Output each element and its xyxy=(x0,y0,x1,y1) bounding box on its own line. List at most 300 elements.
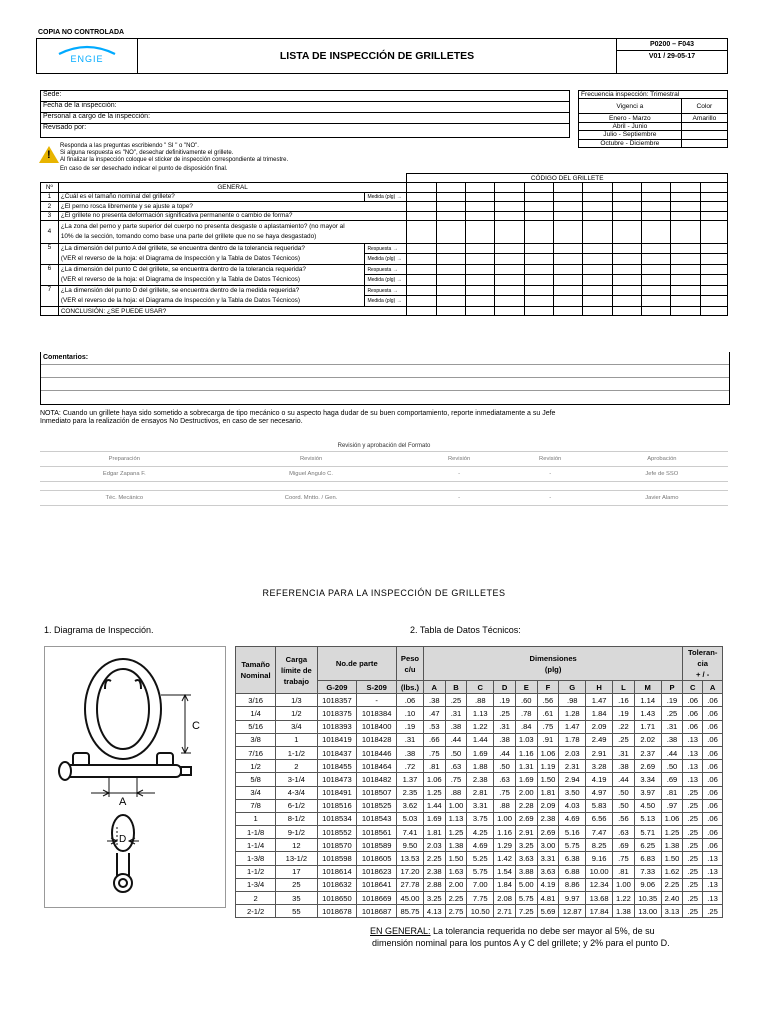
warning-icon: ! xyxy=(39,146,59,163)
table-cell: 1018589 xyxy=(357,839,397,852)
conclusion-label: CONCLUSIÓN: ¿SE PUEDE USAR? xyxy=(58,306,407,315)
table-cell: 1.00 xyxy=(613,878,635,891)
table-cell: 3.88 xyxy=(515,865,537,878)
table-cell: 2.31 xyxy=(559,760,586,773)
form-header xyxy=(36,38,728,74)
table-cell: 1/4 xyxy=(236,707,276,720)
table-cell: 5.71 xyxy=(634,826,661,839)
table-cell: 5.75 xyxy=(515,892,537,905)
table-cell: 1.19 xyxy=(537,760,559,773)
table-cell: 2 xyxy=(236,892,276,905)
table-row xyxy=(236,812,723,825)
table-cell: 1018605 xyxy=(357,852,397,865)
table-cell: 3.75 xyxy=(467,812,494,825)
table-cell: 3.25 xyxy=(423,892,445,905)
measure-label: Medida (plg) → xyxy=(365,192,407,201)
table-cell: 1.06 xyxy=(537,746,559,759)
table-cell: 1018669 xyxy=(357,892,397,905)
uncontrolled-copy-label: COPIA NO CONTROLADA xyxy=(38,29,125,36)
table-cell: .25 xyxy=(683,865,703,878)
table-cell: .25 xyxy=(683,826,703,839)
table-cell: .06 xyxy=(703,694,723,707)
table-cell: 1018534 xyxy=(317,812,357,825)
table-cell: 8-1/2 xyxy=(276,812,317,825)
instruction-1: Responda a las preguntas escribiendo " SI " o "NO". xyxy=(60,143,199,149)
table-cell: 55 xyxy=(276,905,317,918)
table-cell: 1018687 xyxy=(357,905,397,918)
table-cell: 2.09 xyxy=(537,799,559,812)
validity-header: Vigenci a xyxy=(579,99,682,114)
diagram-title: 1. Diagrama de Inspección. xyxy=(44,625,154,635)
table-cell: 1.62 xyxy=(661,865,683,878)
table-cell: 1.47 xyxy=(559,720,586,733)
instruction-4: En caso de ser desechado indicar el punto de disposición final. xyxy=(60,165,228,172)
table-cell: 5.13 xyxy=(634,812,661,825)
table-cell: .13 xyxy=(683,760,703,773)
table-cell: 1018525 xyxy=(357,799,397,812)
table-cell: .75 xyxy=(445,773,467,786)
table-cell: .06 xyxy=(703,799,723,812)
table-cell: 12 xyxy=(276,839,317,852)
table-cell: 1-1/2 xyxy=(236,865,276,878)
table-cell: 1.69 xyxy=(423,812,445,825)
table-cell: 1018400 xyxy=(357,720,397,733)
table-cell: 7.25 xyxy=(515,905,537,918)
table-cell: 1.63 xyxy=(445,865,467,878)
table-cell: 1.50 xyxy=(537,773,559,786)
table-cell: .50 xyxy=(445,746,467,759)
table-cell: 1.81 xyxy=(423,826,445,839)
table-cell: 1018473 xyxy=(317,773,357,786)
reference-title: REFERENCIA PARA LA INSPECCIÓN DE GRILLETES xyxy=(262,588,506,598)
table-cell: .25 xyxy=(703,905,723,918)
table-cell: 4.19 xyxy=(537,878,559,891)
table-cell: 1.25 xyxy=(423,786,445,799)
table-row xyxy=(236,773,723,786)
table-cell: 9.16 xyxy=(586,852,613,865)
num-header: Nº xyxy=(41,183,59,192)
table-cell: 3.97 xyxy=(634,786,661,799)
table-cell: 2.49 xyxy=(586,733,613,746)
table-cell: 1.37 xyxy=(397,773,424,786)
footnote: EN GENERAL: La tolerancia requerida no debe ser mayor al 5%, de su dimensión nominal para los puntos A y C del grillete; y 2% para el punto D. xyxy=(370,926,670,948)
table-cell: 1-1/2 xyxy=(276,746,317,759)
table-cell: 3.50 xyxy=(559,786,586,799)
table-cell: 1.71 xyxy=(634,720,661,733)
table-cell: .31 xyxy=(613,746,635,759)
table-cell: 1018464 xyxy=(357,760,397,773)
table-cell: .25 xyxy=(683,905,703,918)
inspection-date-field[interactable]: Fecha de la inspección: xyxy=(41,102,569,113)
table-cell: .06 xyxy=(703,826,723,839)
table-cell: 3.34 xyxy=(634,773,661,786)
table-cell: 1018491 xyxy=(317,786,357,799)
table-row xyxy=(236,865,723,878)
comments-label: Comentarios: xyxy=(41,352,729,365)
table-cell: .78 xyxy=(515,707,537,720)
question-1: ¿Cuál es el tamaño nominal del grillete? xyxy=(58,192,365,201)
note: NOTA: Cuando un grillete haya sido sometido a sobrecarga de tipo mecánico o su aspecto haga dudar de su buen comportamiento, reporte inmediatamente a su Jefe Inmediato para la realización de ensayos No Destructivos, en caso de ser necesario. xyxy=(40,410,556,426)
table-cell: .13 xyxy=(683,746,703,759)
table-cell: .13 xyxy=(703,865,723,878)
table-cell: 2.69 xyxy=(515,812,537,825)
table-cell: 13-1/2 xyxy=(276,852,317,865)
table-cell: 2.38 xyxy=(423,865,445,878)
table-cell: 3/8 xyxy=(236,733,276,746)
table-cell: 1.84 xyxy=(494,878,516,891)
personnel-field[interactable]: Personal a cargo de la inspección: xyxy=(41,113,569,124)
table-cell: 2.38 xyxy=(537,812,559,825)
table-row xyxy=(236,892,723,905)
question-6: ¿La dimensión del punto C del grillete, se encuentra dentro de la tolerancia requerida? (VER el reverso de la hoja: el Diagrama de Inspección y la Tabla de Datos Técnicos) xyxy=(58,264,365,285)
table-cell: .25 xyxy=(445,694,467,707)
table-cell: 2.91 xyxy=(586,746,613,759)
table-cell: 1.13 xyxy=(467,707,494,720)
table-cell: .06 xyxy=(683,720,703,733)
table-cell: 1 xyxy=(236,812,276,825)
code-header: CÓDIGO DEL GRILLETE xyxy=(407,174,728,183)
load-header: Carga límite de trabajo xyxy=(276,647,317,694)
table-cell: 25 xyxy=(276,878,317,891)
table-cell: .25 xyxy=(683,812,703,825)
dimension-c-label: C xyxy=(192,720,200,732)
table-cell: .06 xyxy=(703,760,723,773)
table-cell: 3/4 xyxy=(276,720,317,733)
table-cell: 3.63 xyxy=(515,852,537,865)
frequency-title: Frecuencia inspección: Trimestral xyxy=(579,91,728,99)
table-cell: 1.03 xyxy=(515,733,537,746)
table-cell: .22 xyxy=(613,720,635,733)
table-row xyxy=(236,878,723,891)
question-row: 3 ¿El grillete no presenta deformación significativa permanente o cambio de forma? xyxy=(41,211,728,220)
instructions xyxy=(60,143,440,173)
table-cell: 6.56 xyxy=(586,812,613,825)
table-cell: 2.25 xyxy=(661,878,683,891)
question-5: ¿La dimensión del punto A del grillete, se encuentra dentro de la tolerancia requerida? (VER el reverso de la hoja: el Diagrama de Inspección y la Tabla de Datos Técnicos) xyxy=(58,243,365,264)
table-cell: 5.83 xyxy=(586,799,613,812)
table-cell: .98 xyxy=(559,694,586,707)
table-cell: 1018570 xyxy=(317,839,357,852)
table-cell: .25 xyxy=(683,839,703,852)
table-cell: .06 xyxy=(703,707,723,720)
table-cell: .88 xyxy=(445,786,467,799)
table-cell: .19 xyxy=(494,694,516,707)
table-cell: .13 xyxy=(683,773,703,786)
table-cell: .75 xyxy=(423,746,445,759)
table-cell: 9.06 xyxy=(634,878,661,891)
table-cell: 3-1/4 xyxy=(276,773,317,786)
table-cell: .25 xyxy=(683,878,703,891)
table-cell: 1.69 xyxy=(467,746,494,759)
table-cell: 2.69 xyxy=(537,826,559,839)
general-header: GENERAL xyxy=(58,183,407,192)
table-cell: .31 xyxy=(661,720,683,733)
dimension-a-label: A xyxy=(119,796,127,808)
frequency-table xyxy=(578,90,728,148)
table-cell: 2.00 xyxy=(445,878,467,891)
table-cell: 1.06 xyxy=(661,812,683,825)
period-4: Octubre - Diciembre xyxy=(579,139,682,147)
table-cell: 1018641 xyxy=(357,878,397,891)
table-cell: 5.16 xyxy=(559,826,586,839)
info-block xyxy=(40,90,570,138)
size-header: Tamaño Nominal xyxy=(236,647,276,694)
table-cell: 1018623 xyxy=(357,865,397,878)
table-cell: 6-1/2 xyxy=(276,799,317,812)
table-cell: 4.50 xyxy=(634,799,661,812)
table-cell: 1.78 xyxy=(559,733,586,746)
table-cell: .61 xyxy=(537,707,559,720)
table-cell: 2.81 xyxy=(467,786,494,799)
table-cell: 9.50 xyxy=(397,839,424,852)
table-cell: .81 xyxy=(661,786,683,799)
instruction-3: Al finalizar la inspección coloque el sticker de inspección correspondiente al trimestre. xyxy=(60,156,289,163)
table-cell: .72 xyxy=(397,760,424,773)
table-cell: 1.13 xyxy=(445,812,467,825)
table-cell: 45.00 xyxy=(397,892,424,905)
table-cell: 2.71 xyxy=(494,905,516,918)
table-cell: 5.03 xyxy=(397,812,424,825)
table-cell: 7.33 xyxy=(634,865,661,878)
table-cell: .25 xyxy=(683,786,703,799)
table-cell: 2.37 xyxy=(634,746,661,759)
table-row xyxy=(236,746,723,759)
table-cell: 1018598 xyxy=(317,852,357,865)
color-3 xyxy=(681,131,727,139)
table-cell: 3.63 xyxy=(537,865,559,878)
table-cell: .53 xyxy=(423,720,445,733)
table-cell: 1.42 xyxy=(494,852,516,865)
table-cell: 5/8 xyxy=(236,773,276,786)
form-title: LISTA DE INSPECCIÓN DE GRILLETES xyxy=(138,39,617,74)
table-cell: 5.75 xyxy=(467,865,494,878)
table-cell: .88 xyxy=(494,799,516,812)
table-cell: .13 xyxy=(703,852,723,865)
table-cell: .47 xyxy=(423,707,445,720)
table-cell: 1 xyxy=(276,733,317,746)
form-version: V01 / 29-05-17 xyxy=(648,53,696,60)
table-cell: 1.16 xyxy=(494,826,516,839)
period-2: Abril - Junio xyxy=(579,122,682,130)
part-header: No.de parte xyxy=(317,647,397,681)
table-cell: 3/4 xyxy=(236,786,276,799)
g209-header: G-209 xyxy=(317,681,357,694)
table-cell: 7.47 xyxy=(586,826,613,839)
table-cell: .38 xyxy=(661,733,683,746)
table-cell: .38 xyxy=(445,720,467,733)
table-cell: 4.69 xyxy=(467,839,494,852)
color-header: Color xyxy=(681,99,727,114)
table-cell: .63 xyxy=(445,760,467,773)
table-cell: 3.31 xyxy=(467,799,494,812)
table-cell: 2.02 xyxy=(634,733,661,746)
table-cell: .06 xyxy=(683,694,703,707)
question-2: ¿El perno rosca libremente y se ajuste a tope? xyxy=(58,202,407,211)
table-cell: .38 xyxy=(397,746,424,759)
table-cell: 2.25 xyxy=(445,892,467,905)
table-cell: .25 xyxy=(683,852,703,865)
table-cell: 12.34 xyxy=(586,878,613,891)
table-cell: .38 xyxy=(494,733,516,746)
color-2 xyxy=(681,122,727,130)
table-cell: 1.38 xyxy=(445,839,467,852)
table-cell: .06 xyxy=(703,746,723,759)
question-row: 4 ¿La zona del perno y parte superior del cuerpo no presenta desgaste o aplastamiento? (no mayor al 10% de la sección, tomando como base una parte del grillete que no se haya desgastado) xyxy=(41,220,728,243)
table-cell: 5.69 xyxy=(537,905,559,918)
weight-header: Peso c/u xyxy=(397,647,424,681)
table-cell: 17.20 xyxy=(397,865,424,878)
logo-cell xyxy=(37,39,138,74)
dimension-d-label: D xyxy=(119,834,127,845)
table-cell: 6.25 xyxy=(634,839,661,852)
table-cell: 1018561 xyxy=(357,826,397,839)
table-cell: 3.00 xyxy=(537,839,559,852)
table-cell: 1-3/8 xyxy=(236,852,276,865)
table-cell: .56 xyxy=(537,694,559,707)
table-cell: 17.84 xyxy=(586,905,613,918)
table-cell: 1.47 xyxy=(586,694,613,707)
table-cell: 1.28 xyxy=(559,707,586,720)
table-cell: 35 xyxy=(276,892,317,905)
table-cell: .63 xyxy=(494,773,516,786)
table-cell: .75 xyxy=(537,720,559,733)
table-cell: .06 xyxy=(703,812,723,825)
table-cell: 7.41 xyxy=(397,826,424,839)
table-cell: .25 xyxy=(683,799,703,812)
table-cell: 13.68 xyxy=(586,892,613,905)
table-cell: .50 xyxy=(613,786,635,799)
table-cell: 1-1/8 xyxy=(236,826,276,839)
table-cell: 3.62 xyxy=(397,799,424,812)
table-cell: 2.88 xyxy=(423,878,445,891)
table-cell: 1018357 xyxy=(317,694,357,707)
table-cell: 1.50 xyxy=(661,852,683,865)
table-cell: 1.00 xyxy=(445,799,467,812)
table-cell: 5.75 xyxy=(559,839,586,852)
table-cell: .75 xyxy=(613,852,635,865)
table-cell: 2.28 xyxy=(515,799,537,812)
table-cell: 1.84 xyxy=(586,707,613,720)
table-cell: .60 xyxy=(515,694,537,707)
table-cell: 1.25 xyxy=(661,826,683,839)
table-cell: 1.69 xyxy=(515,773,537,786)
table-cell: .50 xyxy=(661,760,683,773)
table-cell: 6.83 xyxy=(634,852,661,865)
inspection-table: CÓDIGO DEL GRILLETE Nº GENERAL 1 ¿Cuál es el tamaño nominal del grillete? Medida (plg) → 2 ¿El perno rosca libremente y se ajuste a tope? 3 ¿El grillete no presenta deformación significativa permanente o cambio de forma? 4 ¿La zona del perno y parte superior del cuerpo no presenta desgaste o aplastamiento? (no mayor al 10% de la sección, tomando como base una parte del grillete que no se haya desgastado) 5 ¿La dimensión del punto A del grillete, se encuentra dentro de la tolerancia requerida? (VER el reverso de la hoja: el Diagrama de Inspección y la Tabla de Datos Técnicos) Respuesta → Medida (plg) → 6 ¿La dimensión del punto C del grillete, se encuentra dentro de la tolerancia requerida? (VER el reverso de la hoja: el Diagrama de Inspección y la Tabla de Datos Técnicos) Respuesta → Medida (plg) → 7 ¿La dimensión del punto D del grillete, se encuentra dentro de la medida requerida? (VER el reverso de la hoja: el Diagrama de Inspección y la Tabla de Datos Técnicos) Respuesta → Medida (plg) → CONCLUSIÓN: ¿SE PUEDE USAR? xyxy=(40,173,728,316)
table-cell: 5.00 xyxy=(515,878,537,891)
table-cell: 4.25 xyxy=(467,826,494,839)
form-code-cell xyxy=(617,39,728,74)
table-cell: 1018507 xyxy=(357,786,397,799)
table-cell: 1018632 xyxy=(317,878,357,891)
table-cell: 7/16 xyxy=(236,746,276,759)
table-cell: .25 xyxy=(494,707,516,720)
s209-header: S-209 xyxy=(357,681,397,694)
table-cell: 2-1/2 xyxy=(236,905,276,918)
table-cell: 10.50 xyxy=(467,905,494,918)
table-cell: 2 xyxy=(276,760,317,773)
conclusion-row xyxy=(41,306,728,315)
table-cell: 13.00 xyxy=(634,905,661,918)
table-cell: 1018437 xyxy=(317,746,357,759)
table-row xyxy=(236,760,723,773)
table-cell: 1.31 xyxy=(515,760,537,773)
table-cell: .31 xyxy=(445,707,467,720)
table-cell: 1.81 xyxy=(537,786,559,799)
table-cell: 3.25 xyxy=(515,839,537,852)
svg-text:ENGIE: ENGIE xyxy=(70,53,104,64)
table-cell: 1.14 xyxy=(634,694,661,707)
table-cell: 6.88 xyxy=(559,865,586,878)
table-cell: 1018552 xyxy=(317,826,357,839)
table-row xyxy=(236,707,723,720)
table-cell: 1.38 xyxy=(661,839,683,852)
table-row xyxy=(236,839,723,852)
technical-data-table: Tamaño Nominal Carga límite de trabajo No.de parte Peso c/u Dimensiones (plg) Toleran- cia + / - G-209 S-209 (lbs.) A B C D E F G H L M P C A 3/16 1/3 1018357 - .06 .38 .25 .88 .19 .60 .56 .98 1.47 .16 1.14 .19 .06 .06 1/4 1/2 1018375 1018384 .10 .47 .31 1.13 .25 .78 .61 1.28 1.84 .19 1.43 .25 .06 .06 5/16 3/4 1018393 1018400 .19 .53 .38 1.22 .31 .84 .75 1.47 2.09 .22 1.71 .31 .06 .06 3/8 1 1018419 1018428 .31 .66 .44 1.44 .38 1.03 .91 1.78 2.49 .25 2.02 .38 .13 .06 7/16 1-1/2 1018437 1018446 .38 .75 .50 1.69 .44 1.16 1.06 2.03 2.91 .31 2.37 .44 .13 .06 1/2 2 1018455 1018464 .72 .81 .63 1.88 .50 1.31 1.19 2.31 3.28 .38 2.69 .50 .13 .06 5/8 3-1/4 1018473 1018482 1.37 1.06 .75 2.38 .63 1.69 1.50 2.94 4.19 .44 3.34 .69 .13 .06 3/4 4-3/4 1018491 1018507 2.35 1.25 .88 2.81 .75 2.00 1.81 3.50 4.97 .50 3.97 .81 .25 .06 7/8 6-1/2 1018516 1018525 3.62 1.44 1.00 3.31 .88 2.28 2.09 4.03 5.83 .50 4.50 .97 .25 .06 1 8-1/2 1018534 1018543 5.03 1.69 1.13 3.75 1.00 2.69 2.38 4.69 6.56 .56 5.13 1.06 .25 .06 1-1/8 9-1/2 1018552 1018561 7.41 1.81 1.25 4.25 1.16 2.91 2.69 5.16 7.47 .63 5.71 1.25 .25 .06 1-1/4 12 1018570 1018589 9.50 2.03 1.38 4.69 1.29 3.25 3.00 5.75 8.25 .69 6.25 1.38 .25 .06 1-3/8 13-1/2 1018598 1018605 13.53 2.25 1.50 5.25 1.42 3.63 3.31 6.38 9.16 .75 6.83 1.50 .25 .13 1-1/2 17 1018614 1018623 17.20 2.38 1.63 5.75 1.54 3.88 3.63 6.88 10.00 .81 7.33 1.62 .25 .13 1-3/4 25 1018632 1018641 27.78 2.88 2.00 7.00 1.84 5.00 4.19 8.86 12.34 1.00 9.06 2.25 .25 .13 2 35 1018650 1018669 45.00 3.25 2.25 7.75 2.08 5.75 4.81 9.97 13.68 1.22 10.35 2.40 .25 .13 2-1/2 55 1018678 1018687 85.75 4.13 2.75 10.50 2.71 7.25 5.69 12.87 17.84 1.38 13.00 3.13 .25 .25 xyxy=(235,646,723,918)
period-1: Enero - Marzo xyxy=(579,114,682,122)
table-cell: 1.06 xyxy=(423,773,445,786)
table-cell: 2.00 xyxy=(515,786,537,799)
dimensions-header: Dimensiones (plg) xyxy=(423,647,682,681)
question-row: 5 ¿La dimensión del punto A del grillete, se encuentra dentro de la tolerancia requerida? (VER el reverso de la hoja: el Diagrama de Inspección y la Tabla de Datos Técnicos) Respuesta → xyxy=(41,243,728,254)
table-cell: .31 xyxy=(494,720,516,733)
question-7: ¿La dimensión del punto D del grillete, se encuentra dentro de la medida requerida? (VER el reverso de la hoja: el Diagrama de Inspección y la Tabla de Datos Técnicos) xyxy=(58,285,365,306)
table-cell: 9-1/2 xyxy=(276,826,317,839)
table-cell: .50 xyxy=(613,799,635,812)
table-cell: 1-3/4 xyxy=(236,878,276,891)
table-cell: .19 xyxy=(397,720,424,733)
table-cell: 8.25 xyxy=(586,839,613,852)
weight-unit: (lbs.) xyxy=(397,681,424,694)
table-cell: 2.69 xyxy=(634,760,661,773)
question-4: ¿La zona del perno y parte superior del cuerpo no presenta desgaste o aplastamiento? (no mayor al 10% de la sección, tomando como base una parte del grillete que no se haya desgastado) xyxy=(58,220,407,243)
table-cell: 1018455 xyxy=(317,760,357,773)
table-cell: - xyxy=(357,694,397,707)
table-row xyxy=(236,720,723,733)
table-cell: 1.16 xyxy=(515,746,537,759)
table-row xyxy=(236,786,723,799)
table-cell: .06 xyxy=(703,773,723,786)
table-cell: 5/16 xyxy=(236,720,276,733)
table-cell: .44 xyxy=(613,773,635,786)
table-cell: .81 xyxy=(423,760,445,773)
reviewed-by-field[interactable]: Revisado por: xyxy=(43,124,87,131)
table-cell: 1.44 xyxy=(423,799,445,812)
comments-box[interactable] xyxy=(40,352,730,405)
table-cell: 1/3 xyxy=(276,694,317,707)
table-cell: 10.00 xyxy=(586,865,613,878)
table-cell: 1018516 xyxy=(317,799,357,812)
question-row: 2 ¿El perno rosca libremente y se ajuste a tope? xyxy=(41,202,728,211)
table-row xyxy=(236,799,723,812)
table-cell: 1018419 xyxy=(317,733,357,746)
table-cell: .06 xyxy=(703,839,723,852)
table-cell: .19 xyxy=(613,707,635,720)
table-cell: 5.25 xyxy=(467,852,494,865)
site-field[interactable]: Sede: xyxy=(41,91,569,102)
table-cell: 1018614 xyxy=(317,865,357,878)
table-cell: 1018393 xyxy=(317,720,357,733)
table-cell: 1/2 xyxy=(276,707,317,720)
table-cell: 1/2 xyxy=(236,760,276,773)
table-cell: .66 xyxy=(423,733,445,746)
table-cell: .44 xyxy=(661,746,683,759)
question-3: ¿El grillete no presenta deformación significativa permanente o cambio de forma? xyxy=(58,211,407,220)
table-cell: 1018375 xyxy=(317,707,357,720)
table-cell: .10 xyxy=(397,707,424,720)
table-cell: .56 xyxy=(613,812,635,825)
table-cell: 85.75 xyxy=(397,905,424,918)
